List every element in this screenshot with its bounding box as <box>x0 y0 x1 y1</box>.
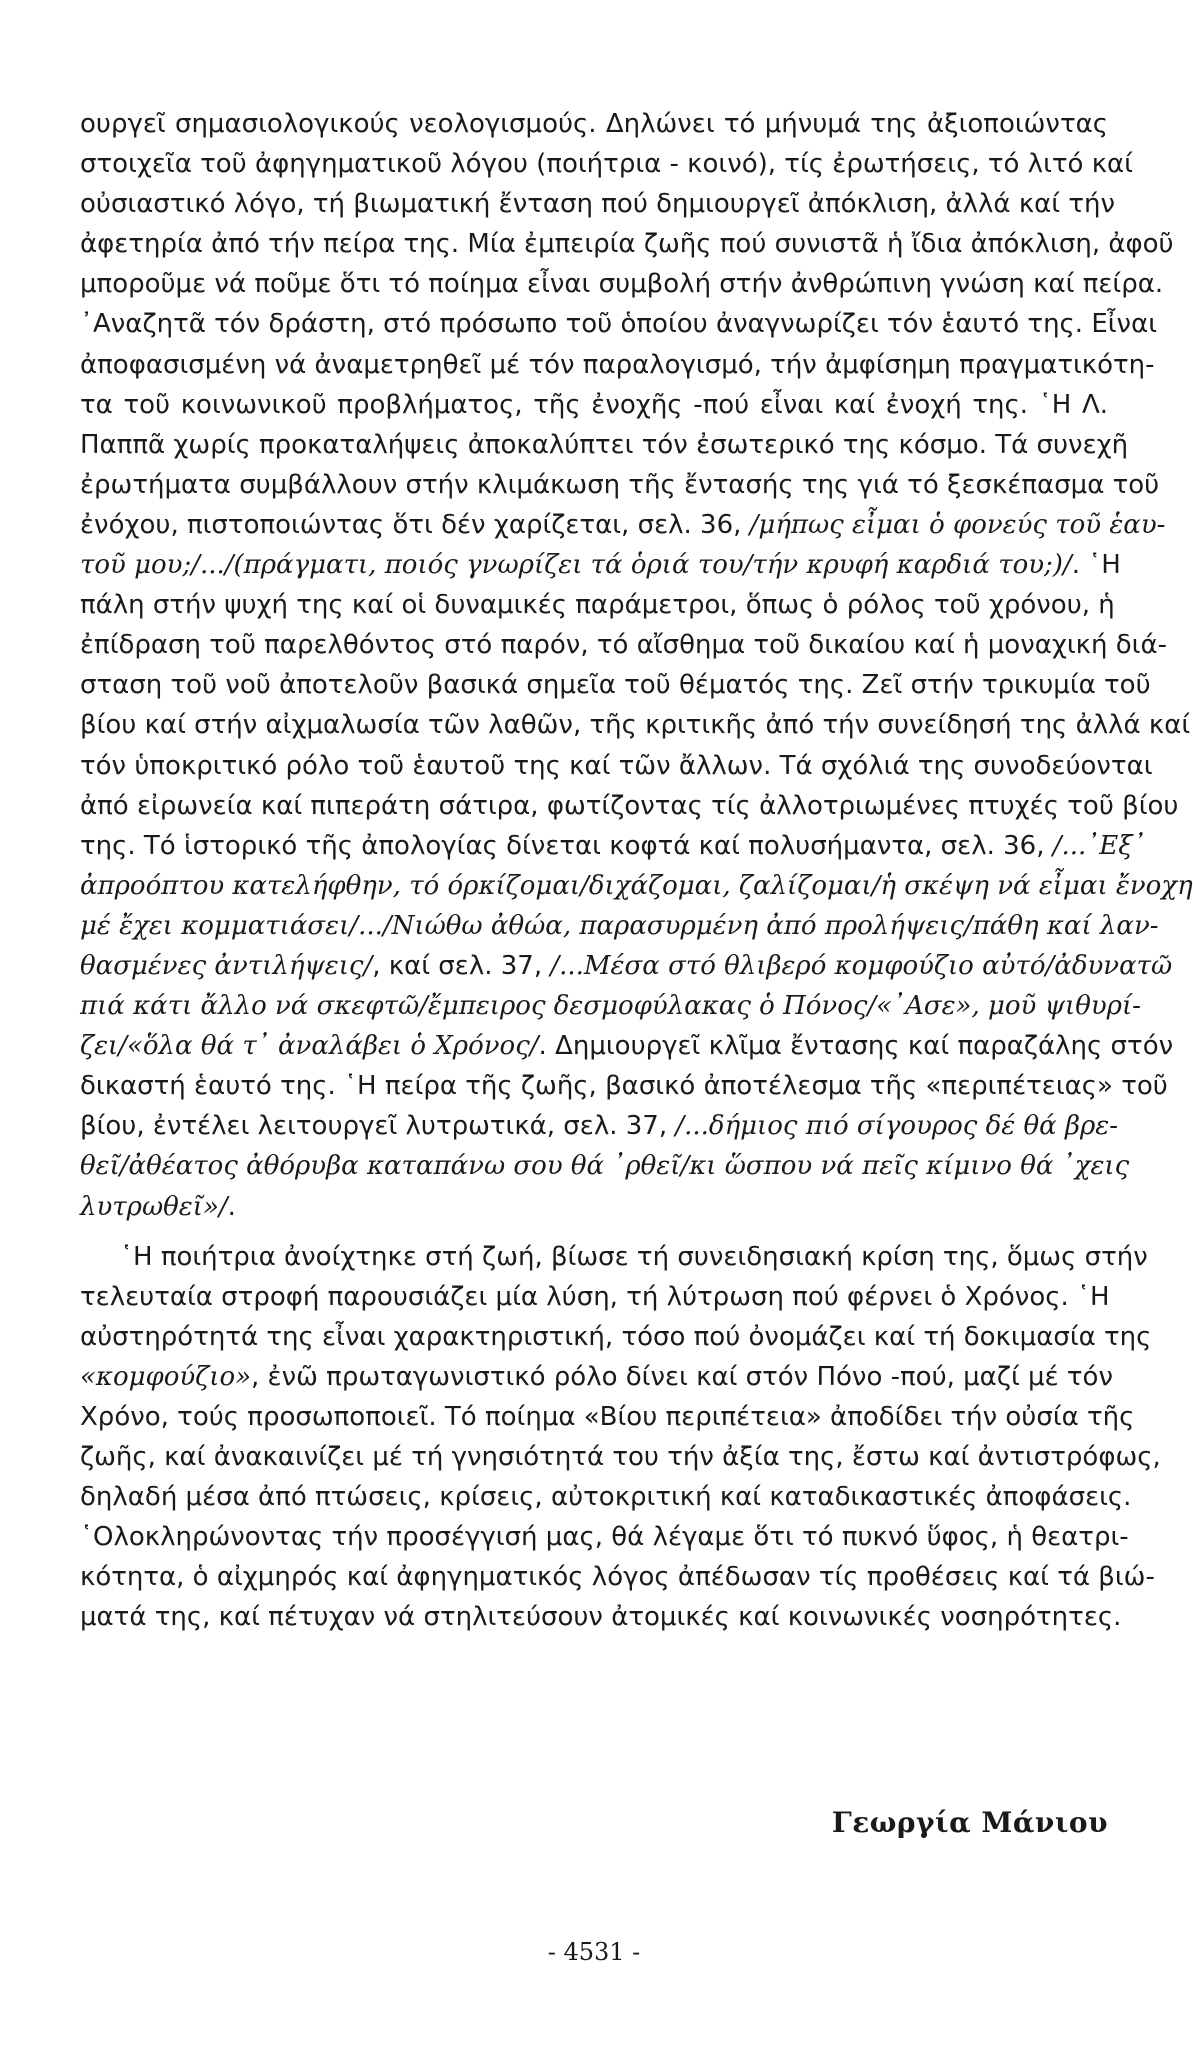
text-line <box>80 1357 1113 1397</box>
prose-text: , καί σελ. 37, <box>372 950 551 981</box>
text-line <box>80 465 1160 505</box>
text-line <box>80 786 1179 826</box>
prose-text: ἐρωτήματα συμβάλλουν στήν κλιμάκωση τῆς ἔντασής της γιά τό ξεσκέπασμα τοῦ <box>80 469 1160 500</box>
text-line <box>80 545 1121 585</box>
prose-text: ζωῆς, καί ἀνακαινίζει μέ τή γνησιότητά του τήν ἀξία της, ἔστω καί ἀντιστρόφως, <box>80 1442 1161 1473</box>
text-line <box>80 224 1174 264</box>
text-line <box>80 184 1115 224</box>
page-number: - 4531 - <box>547 1938 641 1966</box>
text-line <box>80 385 1108 425</box>
text-line <box>80 986 1141 1026</box>
quoted-verse: ζει/«ὅλα θά τ᾿ ἀναλάβει ὁ Χρόνος/ <box>80 1031 539 1062</box>
prose-text: στοιχεῖα τοῦ ἀφηγηματικοῦ λόγου (ποιήτρια - κοινό), τίς ἐρωτήσεις, τό λιτό καί <box>80 149 1133 180</box>
prose-text: ἀπό εἰρωνεία καί πιπεράτη σάτιρα, φωτίζοντας τίς ἀλλοτριωμένες πτυχές τοῦ βίου <box>80 790 1179 821</box>
article-body <box>80 104 1193 1638</box>
prose-text: . <box>227 1191 236 1222</box>
prose-text: τα τοῦ κοινωνικοῦ προβλήματος, τῆς ἐνοχῆς -πού εἶναι καί ἐνοχή της. ῾Η Λ. <box>80 389 1108 420</box>
text-line <box>80 505 1166 545</box>
text-line <box>80 1237 1148 1277</box>
text-line <box>80 1437 1161 1477</box>
prose-text: δικαστή ἑαυτό της. ῾Η πείρα τῆς ζωῆς, βασικό ἀποτέλεσμα τῆς «περιπέτειας» τοῦ <box>80 1071 1168 1102</box>
text-line <box>80 1517 1129 1557</box>
prose-text: σταση τοῦ νοῦ ἀποτελοῦν βασικά σημεῖα τοῦ θέματός της. Ζεῖ στήν τρικυμία τοῦ <box>80 670 1151 701</box>
text-line <box>80 1477 1132 1517</box>
text-line <box>80 1557 1155 1597</box>
quoted-verse: /μήπως εἶμαι ὁ φονεύς τοῦ ἑαυ- <box>749 509 1166 540</box>
text-line <box>80 946 1173 986</box>
text-line <box>80 705 1191 745</box>
text-line <box>80 1187 1108 1227</box>
prose-text: ἐνόχου, πιστοποιώντας ὅτι δέν χαρίζεται, σελ. 36, <box>80 509 750 540</box>
prose-text: οὐσιαστικό λόγο, τή βιωματική ἔνταση πού δημιουργεῖ ἀπόκλιση, ἀλλά καί τήν <box>80 189 1115 220</box>
prose-text: τελευταία στροφή παρουσιάζει μία λύση, τή λύτρωση πού φέρνει ὁ Χρόνος. ῾Η <box>80 1281 1110 1312</box>
prose-text: βίου καί στήν αἰχμαλωσία τῶν λαθῶν, τῆς κριτικῆς ἀπό τήν συνείδησή της ἀλλά καί <box>80 710 1191 741</box>
text-line <box>80 665 1151 705</box>
text-line <box>80 304 1158 344</box>
text-line <box>80 345 1155 385</box>
prose-text: ἀποφασισμένη νά ἀναμετρηθεῖ μέ τόν παραλογισμό, τήν ἀμφίσημη πραγματικότη- <box>80 349 1155 380</box>
quoted-verse: τοῦ μου;/.../(πράγματι, ποιός γνωρίζει τά ὁριά του/τήν κρυφή καρδιά του;)/ <box>80 550 1072 581</box>
text-line <box>80 746 1153 786</box>
prose-text: της. Τό ἱστορικό τῆς ἀπολογίας δίνεται κοφτά καί πολυσήμαντα, σελ. 36, <box>80 830 1053 861</box>
text-line <box>80 826 1146 866</box>
text-line <box>80 1146 1130 1186</box>
prose-text: δηλαδή μέσα ἀπό πτώσεις, κρίσεις, αὐτοκριτική καί καταδικαστικές ἀποφάσεις. <box>80 1482 1132 1513</box>
text-line <box>80 585 1115 625</box>
prose-text: αὐστηρότητά της εἶναι χαρακτηριστική, τόσο πού ὀνομάζει καί τή δοκιμασία της <box>80 1321 1152 1352</box>
text-line <box>80 104 1108 144</box>
prose-text: Χρόνο, τούς προσωποποιεῖ. Τό ποίημα «Βίου περιπέτεια» ἀποδίδει τήν οὐσία τῆς <box>80 1402 1135 1432</box>
quoted-verse: ἀπροόπτου κατελήφθην, τό όρκίζομαι/διχάζομαι, ζαλίζομαι/ἡ σκέψη νά εἶμαι ἔνοχη <box>80 870 1193 901</box>
text-line <box>80 625 1167 665</box>
text-line <box>80 906 1159 946</box>
quoted-verse: /...δήμιος πιό σίγουρος δέ θά βρε- <box>675 1111 1119 1142</box>
text-line <box>80 1026 1174 1066</box>
text-line <box>80 144 1133 184</box>
prose-text: . Δημιουργεῖ κλῖμα ἔντασης καί παραζάλης στόν <box>538 1031 1174 1062</box>
text-line <box>80 425 1129 465</box>
text-line <box>80 866 1193 906</box>
author-signature: Γεωργία Μάνιου <box>831 1806 1108 1839</box>
quoted-verse: «κομφούζιο» <box>80 1361 252 1392</box>
paragraph-2 <box>80 1237 1161 1638</box>
prose-text: κότητα, ὁ αἰχμηρός καί ἀφηγηματικός λόγος ἀπέδωσαν τίς προθέσεις καί τά βιώ- <box>80 1562 1155 1593</box>
text-line <box>80 1277 1108 1317</box>
prose-text: πάλη στήν ψυχή της καί οἱ δυναμικές παράμετροι, ὅπως ὁ ρόλος τοῦ χρόνου, ἡ <box>80 590 1115 621</box>
prose-text: ουργεῖ σημασιολογικούς νεολογισμούς. Δηλώνει τό μήνυμά της ἀξιοποιώντας <box>80 109 1108 139</box>
text-line <box>80 1106 1119 1146</box>
prose-text: τόν ὑποκριτικό ρόλο τοῦ ἑαυτοῦ της καί τῶν ἄλλων. Τά σχόλιά της συνοδεύονται <box>80 750 1153 781</box>
prose-text: ῾Ολοκληρώνοντας τήν προσέγγισή μας, θά λέγαμε ὅτι τό πυκνό ὕφος, ἡ θεατρι- <box>80 1522 1129 1553</box>
quoted-verse: θεῖ/ἀθέατος ἀθόρυβα καταπάνω σου θά ᾿ρθεῖ/κι ὥσπου νά πεῖς κίμινο θά ᾿χεις <box>80 1151 1130 1182</box>
prose-text: ἐπίδραση τοῦ παρελθόντος στό παρόν, τό αἴσθημα τοῦ δικαίου καί ἡ μοναχική διά- <box>80 630 1167 661</box>
text-line <box>80 264 1164 304</box>
prose-text: , ἐνῶ πρωταγωνιστικό ρόλο δίνει καί στόν Πόνο -πού, μαζί μέ τόν <box>251 1361 1113 1392</box>
quoted-verse: θασμένες ἀντιλήψεις/ <box>80 950 373 981</box>
text-line <box>80 1397 1135 1437</box>
quoted-verse: μέ ἔχει κομματιάσει/.../Νιώθω ἀθώα, παρασυρμένη ἀπό προλήψεις/πάθη καί λαν- <box>80 910 1159 941</box>
prose-text: ἀφετηρία ἀπό τήν πείρα της. Μία ἐμπειρία ζωῆς πού συνιστᾶ ἡ ἴδια ἀπόκλιση, ἀφοῦ <box>80 229 1174 260</box>
prose-text: ματά της, καί πέτυχαν νά στηλιτεύσουν ἀτομικές καί κοινωνικές νοσηρότητες. <box>80 1602 1122 1633</box>
prose-text: μποροῦμε νά ποῦμε ὅτι τό ποίημα εἶναι συμβολή στήν ἀνθρώπινη γνώση καί πείρα. <box>80 269 1164 300</box>
text-line <box>80 1317 1152 1357</box>
paragraph-1 <box>80 104 1193 1227</box>
prose-text: ῾Η ποιήτρια ἀνοίχτηκε στή ζωή, βίωσε τή συνειδησιακή κρίση της, ὅμως στήν <box>120 1241 1148 1272</box>
quoted-verse: λυτρωθεῖ»/ <box>80 1191 228 1222</box>
quoted-verse: /...Μέσα στό θλιβερό κομφούζιο αὐτό/ἀδυνατῶ <box>550 950 1173 981</box>
prose-text: . ῾Η <box>1071 550 1121 581</box>
prose-text: ᾿Αναζητᾶ τόν δράστη, στό πρόσωπο τοῦ ὁποίου ἀναγνωρίζει τόν ἑαυτό της. Εἶναι <box>80 309 1158 340</box>
quoted-verse: πιά κάτι ἄλλο νά σκεφτῶ/ἔμπειρος δεσμοφύλακας ὁ Πόνος/«᾿Ασε», μοῦ ψιθυρί- <box>80 991 1141 1022</box>
prose-text: βίου, ἐντέλει λειτουργεῖ λυτρωτικά, σελ. 37, <box>80 1111 676 1142</box>
prose-text: Παππᾶ χωρίς προκαταλήψεις ἀποκαλύπτει τόν ἐσωτερικό της κόσμο. Τά συνεχῆ <box>80 429 1129 460</box>
quoted-verse: /...᾿Εξ᾿ <box>1052 830 1146 861</box>
text-line <box>80 1066 1168 1106</box>
text-line <box>80 1597 1122 1637</box>
